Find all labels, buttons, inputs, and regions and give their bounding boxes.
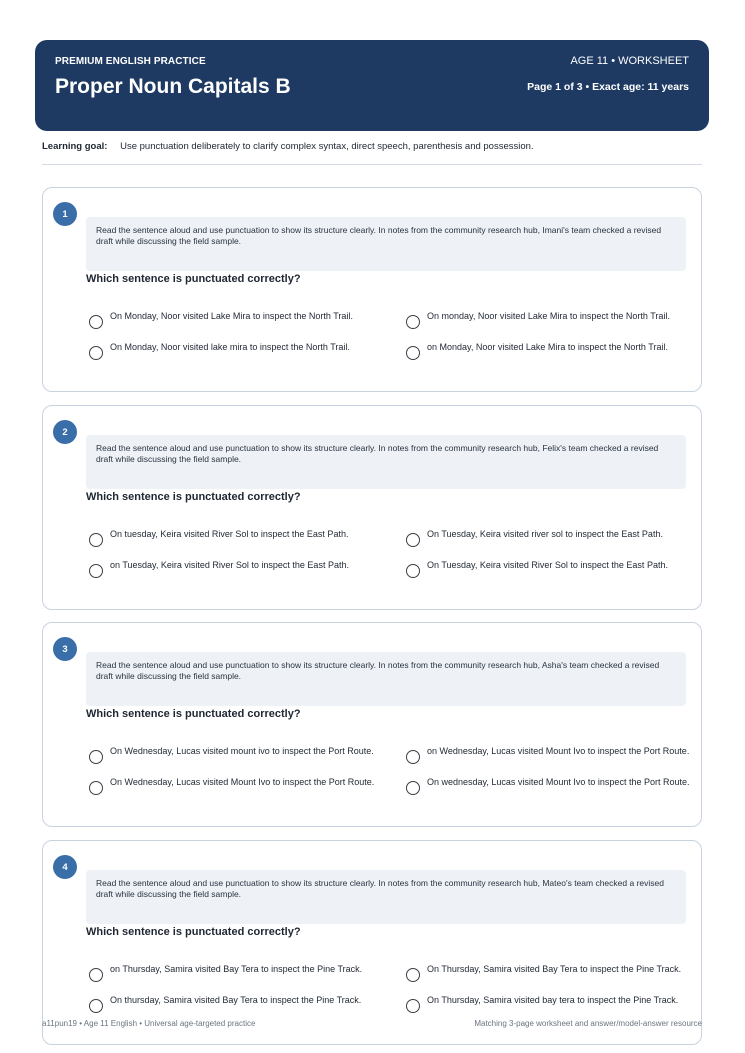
radio-button[interactable] bbox=[406, 564, 420, 578]
radio-button[interactable] bbox=[406, 781, 420, 795]
footer-right: Matching 3-page worksheet and answer/model-answer resource bbox=[474, 1019, 702, 1028]
radio-button[interactable] bbox=[89, 315, 103, 329]
radio-button[interactable] bbox=[406, 968, 420, 982]
question-number-badge: 2 bbox=[53, 420, 77, 444]
option-label: On Wednesday, Lucas visited Mount Ivo to inspect the Port Route. bbox=[110, 777, 375, 787]
question-card-4 bbox=[42, 840, 702, 1045]
footer-left: a11pun19 • Age 11 English • Universal age-targeted practice bbox=[42, 1019, 256, 1028]
age-worksheet-label: AGE 11 • WORKSHEET bbox=[570, 55, 689, 67]
page-title: Proper Noun Capitals B bbox=[55, 75, 291, 98]
option-label: on Wednesday, Lucas visited Mount Ivo to inspect the Port Route. bbox=[427, 746, 690, 756]
question-number-badge: 1 bbox=[53, 202, 77, 226]
radio-button[interactable] bbox=[89, 346, 103, 360]
radio-button[interactable] bbox=[406, 999, 420, 1013]
radio-button[interactable] bbox=[406, 533, 420, 547]
question-prompt: Read the sentence aloud and use punctuation to show its structure clearly. In notes from the community research hub, Imani's team checked a revised draft while discussing the field sample. bbox=[86, 217, 686, 271]
radio-button[interactable] bbox=[89, 999, 103, 1013]
question-prompt: Read the sentence aloud and use punctuation to show its structure clearly. In notes from the community research hub, Asha's team checked a revised draft while discussing the field sample. bbox=[86, 652, 686, 706]
radio-button[interactable] bbox=[406, 346, 420, 360]
option-label: On thursday, Samira visited Bay Tera to inspect the Pine Track. bbox=[110, 995, 362, 1005]
question-text: Which sentence is punctuated correctly? bbox=[86, 491, 301, 503]
learning-goal-label: Learning goal: bbox=[42, 141, 108, 152]
worksheet-header bbox=[35, 40, 709, 131]
question-text: Which sentence is punctuated correctly? bbox=[86, 926, 301, 938]
option-label: On Thursday, Samira visited Bay Tera to inspect the Pine Track. bbox=[427, 964, 682, 974]
question-number-badge: 3 bbox=[53, 637, 77, 661]
option-label: On tuesday, Keira visited River Sol to inspect the East Path. bbox=[110, 529, 349, 539]
option-label: On wednesday, Lucas visited Mount Ivo to inspect the Port Route. bbox=[427, 777, 690, 787]
question-text: Which sentence is punctuated correctly? bbox=[86, 708, 301, 720]
question-text: Which sentence is punctuated correctly? bbox=[86, 273, 301, 285]
option-label: On Thursday, Samira visited bay tera to inspect the Pine Track. bbox=[427, 995, 679, 1005]
question-prompt: Read the sentence aloud and use punctuation to show its structure clearly. In notes from the community research hub, Mateo's team checked a revised draft while discussing the field sample. bbox=[86, 870, 686, 924]
radio-button[interactable] bbox=[89, 564, 103, 578]
question-card-1 bbox=[42, 187, 702, 392]
option-label: On Monday, Noor visited lake mira to inspect the North Trail. bbox=[110, 342, 350, 352]
option-label: On Monday, Noor visited Lake Mira to inspect the North Trail. bbox=[110, 311, 353, 321]
option-label: On Tuesday, Keira visited River Sol to inspect the East Path. bbox=[427, 560, 668, 570]
option-label: on Tuesday, Keira visited River Sol to inspect the East Path. bbox=[110, 560, 349, 570]
page-indicator: Page 1 of 3 • Exact age: 11 years bbox=[527, 81, 689, 93]
option-label: on Thursday, Samira visited Bay Tera to inspect the Pine Track. bbox=[110, 964, 363, 974]
question-prompt: Read the sentence aloud and use punctuation to show its structure clearly. In notes from the community research hub, Felix's team checked a revised draft while discussing the field sample. bbox=[86, 435, 686, 489]
radio-button[interactable] bbox=[406, 750, 420, 764]
radio-button[interactable] bbox=[89, 750, 103, 764]
radio-button[interactable] bbox=[89, 533, 103, 547]
question-card-3 bbox=[42, 622, 702, 827]
option-label: On Tuesday, Keira visited river sol to inspect the East Path. bbox=[427, 529, 663, 539]
question-number-badge: 4 bbox=[53, 855, 77, 879]
learning-goal bbox=[42, 141, 534, 152]
question-card-2 bbox=[42, 405, 702, 610]
radio-button[interactable] bbox=[406, 315, 420, 329]
option-label: on Monday, Noor visited Lake Mira to inspect the North Trail. bbox=[427, 342, 668, 352]
radio-button[interactable] bbox=[89, 968, 103, 982]
option-label: On Wednesday, Lucas visited mount ivo to inspect the Port Route. bbox=[110, 746, 374, 756]
radio-button[interactable] bbox=[89, 781, 103, 795]
learning-goal-text: Use punctuation deliberately to clarify complex syntax, direct speech, parenthesis and possession. bbox=[120, 141, 534, 152]
divider bbox=[42, 164, 702, 165]
brand-label: PREMIUM ENGLISH PRACTICE bbox=[55, 56, 206, 67]
option-label: On monday, Noor visited Lake Mira to inspect the North Trail. bbox=[427, 311, 670, 321]
